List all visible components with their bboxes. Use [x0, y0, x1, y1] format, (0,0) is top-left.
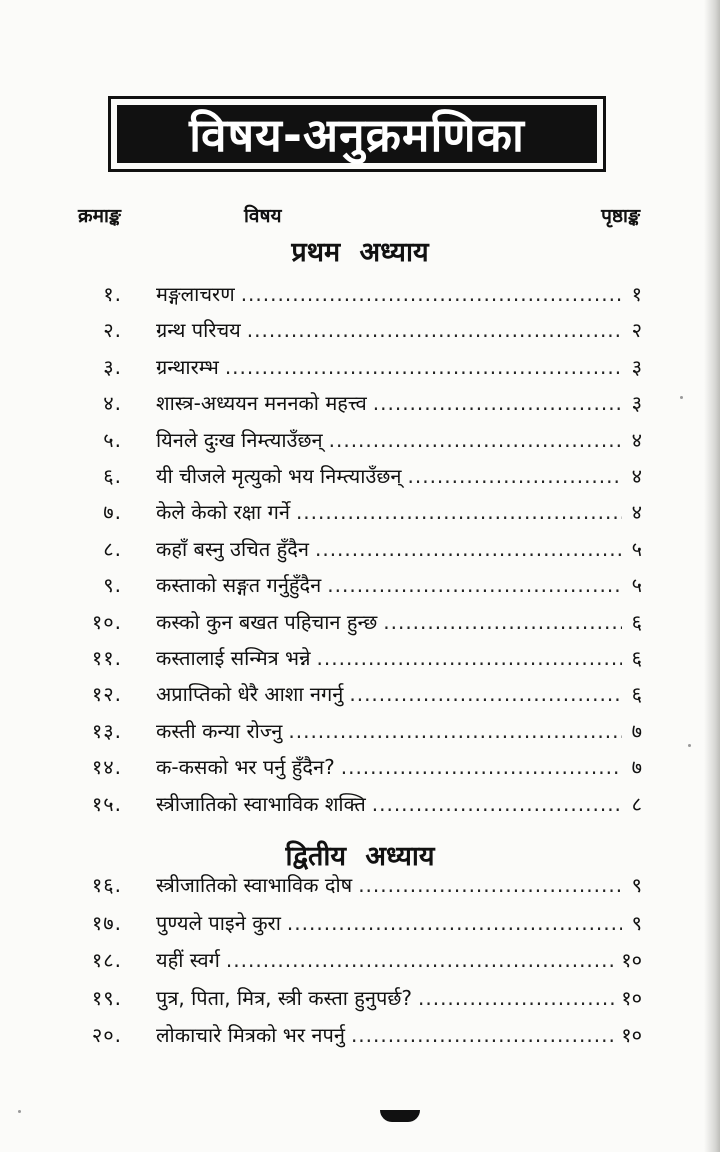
toc-row [0, 980, 720, 1016]
leader-dots [418, 980, 615, 1016]
toc-entry-page: ९ [631, 873, 642, 897]
toc-entry-page: ४ [631, 464, 642, 488]
toc-row [0, 1017, 720, 1053]
toc-entry-number: ७. [103, 500, 122, 525]
leader-dots [329, 422, 622, 458]
toc-row [0, 494, 720, 530]
toc-entry [156, 713, 642, 749]
leader-dots [317, 640, 622, 676]
leader-dots [373, 385, 622, 421]
toc-entry-number: १७. [91, 910, 122, 935]
paper-speck [18, 1110, 21, 1113]
toc-row [0, 422, 720, 458]
leader-dots [351, 1017, 615, 1053]
page-bottom-mark [380, 1110, 420, 1122]
toc-entry-page: १ [631, 282, 642, 306]
toc-entry-title: ग्रन्थारम्भ [156, 354, 219, 379]
toc-row [0, 458, 720, 494]
toc-row [0, 276, 720, 312]
toc-entry [156, 422, 642, 458]
toc-entry-page: ३ [631, 391, 642, 416]
toc-row [0, 867, 720, 903]
toc-entry-title: कस्को कुन बखत पहिचान हुन्छ [156, 609, 378, 634]
toc-entry-number: २०. [91, 1023, 122, 1048]
toc-row [0, 786, 720, 822]
paper-speck [680, 396, 683, 399]
toc-row [0, 640, 720, 676]
toc-entry-page: ६ [631, 609, 642, 634]
leader-dots [341, 749, 622, 785]
toc-entry-title: लोकाचारे मित्रको भर नपर्नु [156, 1023, 345, 1048]
toc-entry-title: ग्रन्थ परिचय [156, 318, 241, 343]
leader-dots [226, 942, 615, 978]
toc-entry-number: १२. [91, 682, 122, 707]
toc-entry-number: १. [103, 282, 122, 306]
toc-entry [156, 385, 642, 421]
column-header-subject: विषय [244, 205, 282, 227]
toc-row [0, 567, 720, 603]
toc-row [0, 312, 720, 348]
toc-row [0, 676, 720, 712]
toc-entry [156, 604, 642, 640]
leader-dots [349, 676, 622, 712]
toc-entry-number: १९. [91, 985, 122, 1010]
toc-entry-page: ८ [631, 791, 642, 816]
leader-dots [372, 786, 622, 822]
toc-entry-title: केले केको रक्षा गर्ने [156, 500, 290, 525]
toc-row [0, 942, 720, 978]
page-title: विषय-अनुक्रमणिका [117, 105, 597, 163]
leader-dots [383, 604, 622, 640]
toc-entry-number: १३. [91, 718, 122, 743]
leader-dots [315, 531, 622, 567]
toc-entry-number: १५. [91, 791, 122, 816]
toc-entry-title: यिनले दुःख निम्त्याउँछन् [156, 427, 323, 452]
toc-entry-title: पुत्र, पिता, मित्र, स्त्री कस्ता हुनुपर्छ? [156, 985, 412, 1010]
toc-row [0, 604, 720, 640]
toc-row [0, 349, 720, 385]
toc-entry-page: ७ [631, 755, 642, 780]
toc-entry-title: कस्तालाई सन्मित्र भन्ने [156, 646, 311, 670]
leader-dots [287, 905, 622, 941]
toc-entry-title: कस्ताको सङ्गत गर्नुहुँदैन [156, 573, 322, 598]
toc-entry-title: अप्राप्तिको धेरै आशा नगर्नु [156, 682, 344, 707]
leader-dots [288, 713, 622, 749]
toc-entry-number: २. [103, 318, 122, 343]
toc-entry [156, 867, 642, 903]
toc-entry [156, 942, 642, 978]
leader-dots [327, 567, 622, 603]
toc-row [0, 749, 720, 785]
toc-entry-title: यी चीजले मृत्युको भय निम्त्याउँछन् [156, 464, 402, 488]
toc-entry [156, 640, 642, 676]
toc-entry-number: ११. [91, 646, 122, 670]
chapter-heading-1: प्रथम अध्याय [291, 237, 429, 268]
toc-entry-page: ३ [631, 354, 642, 379]
toc-entry-page: ५ [631, 536, 642, 561]
toc-entry-page: ९ [631, 910, 642, 935]
toc-entry-page: १० [621, 985, 642, 1010]
toc-entry-title: यहीं स्वर्ग [156, 948, 220, 973]
toc-entry-number: ९. [103, 573, 122, 598]
toc-entry-page: ५ [631, 573, 642, 598]
toc-entry [156, 1017, 642, 1053]
toc-entry [156, 676, 642, 712]
toc-entry-number: ४. [103, 391, 122, 416]
toc-row [0, 713, 720, 749]
toc-entry [156, 276, 642, 312]
toc-entry-title: स्त्रीजातिको स्वाभाविक दोष [156, 873, 353, 897]
toc-entry [156, 312, 642, 348]
toc-entry-page: १० [621, 1023, 642, 1048]
toc-entry-number: ८. [103, 536, 122, 561]
leader-dots [225, 349, 622, 385]
toc-entry-page: १० [621, 948, 642, 973]
paper-speck [688, 744, 691, 747]
toc-entry [156, 349, 642, 385]
toc-entry-page: ७ [631, 718, 642, 743]
leader-dots [247, 312, 622, 348]
toc-row [0, 905, 720, 941]
toc-entry-number: १६. [91, 873, 122, 897]
leader-dots [241, 276, 622, 312]
chapter-heading-2: द्वितीय अध्याय [285, 841, 435, 872]
title-frame [108, 96, 606, 172]
toc-entry-number: ५. [103, 427, 122, 452]
toc-entry-page: ४ [631, 500, 642, 525]
toc-entry-page: २ [631, 318, 642, 343]
column-header-number: क्रमाङ्क [78, 205, 121, 227]
toc-entry [156, 494, 642, 530]
toc-row [0, 385, 720, 421]
toc-row [0, 531, 720, 567]
toc-entry-title: शास्त्र-अध्ययन मननको महत्त्व [156, 391, 367, 416]
leader-dots [408, 458, 623, 494]
toc-entry-number: १८. [91, 948, 122, 973]
toc-entry-title: क-कसको भर पर्नु हुँदैन? [156, 755, 335, 780]
toc-entry-title: पुण्यले पाइने कुरा [156, 910, 281, 935]
toc-entry-number: १०. [91, 609, 122, 634]
toc-entry [156, 905, 642, 941]
toc-entry [156, 458, 642, 494]
toc-entry-page: ६ [631, 682, 642, 707]
toc-entry [156, 749, 642, 785]
toc-entry-number: ३. [103, 354, 122, 379]
leader-dots [296, 494, 622, 530]
toc-entry [156, 567, 642, 603]
toc-entry-number: १४. [91, 755, 122, 780]
toc-entry-title: कस्ती कन्या रोज्नु [156, 718, 283, 743]
toc-entry [156, 531, 642, 567]
toc-entry-page: ४ [631, 427, 642, 452]
toc-entry-title: स्त्रीजातिको स्वाभाविक शक्ति [156, 791, 366, 816]
toc-entry [156, 980, 642, 1016]
toc-entry [156, 786, 642, 822]
leader-dots [358, 867, 622, 903]
toc-entry-title: मङ्गलाचरण [156, 282, 235, 306]
toc-entry-title: कहाँ बस्नु उचित हुँदैन [156, 536, 309, 561]
toc-entry-number: ६. [103, 464, 122, 488]
toc-entry-page: ६ [631, 646, 642, 670]
column-header-page: पृष्ठाङ्क [601, 205, 640, 227]
